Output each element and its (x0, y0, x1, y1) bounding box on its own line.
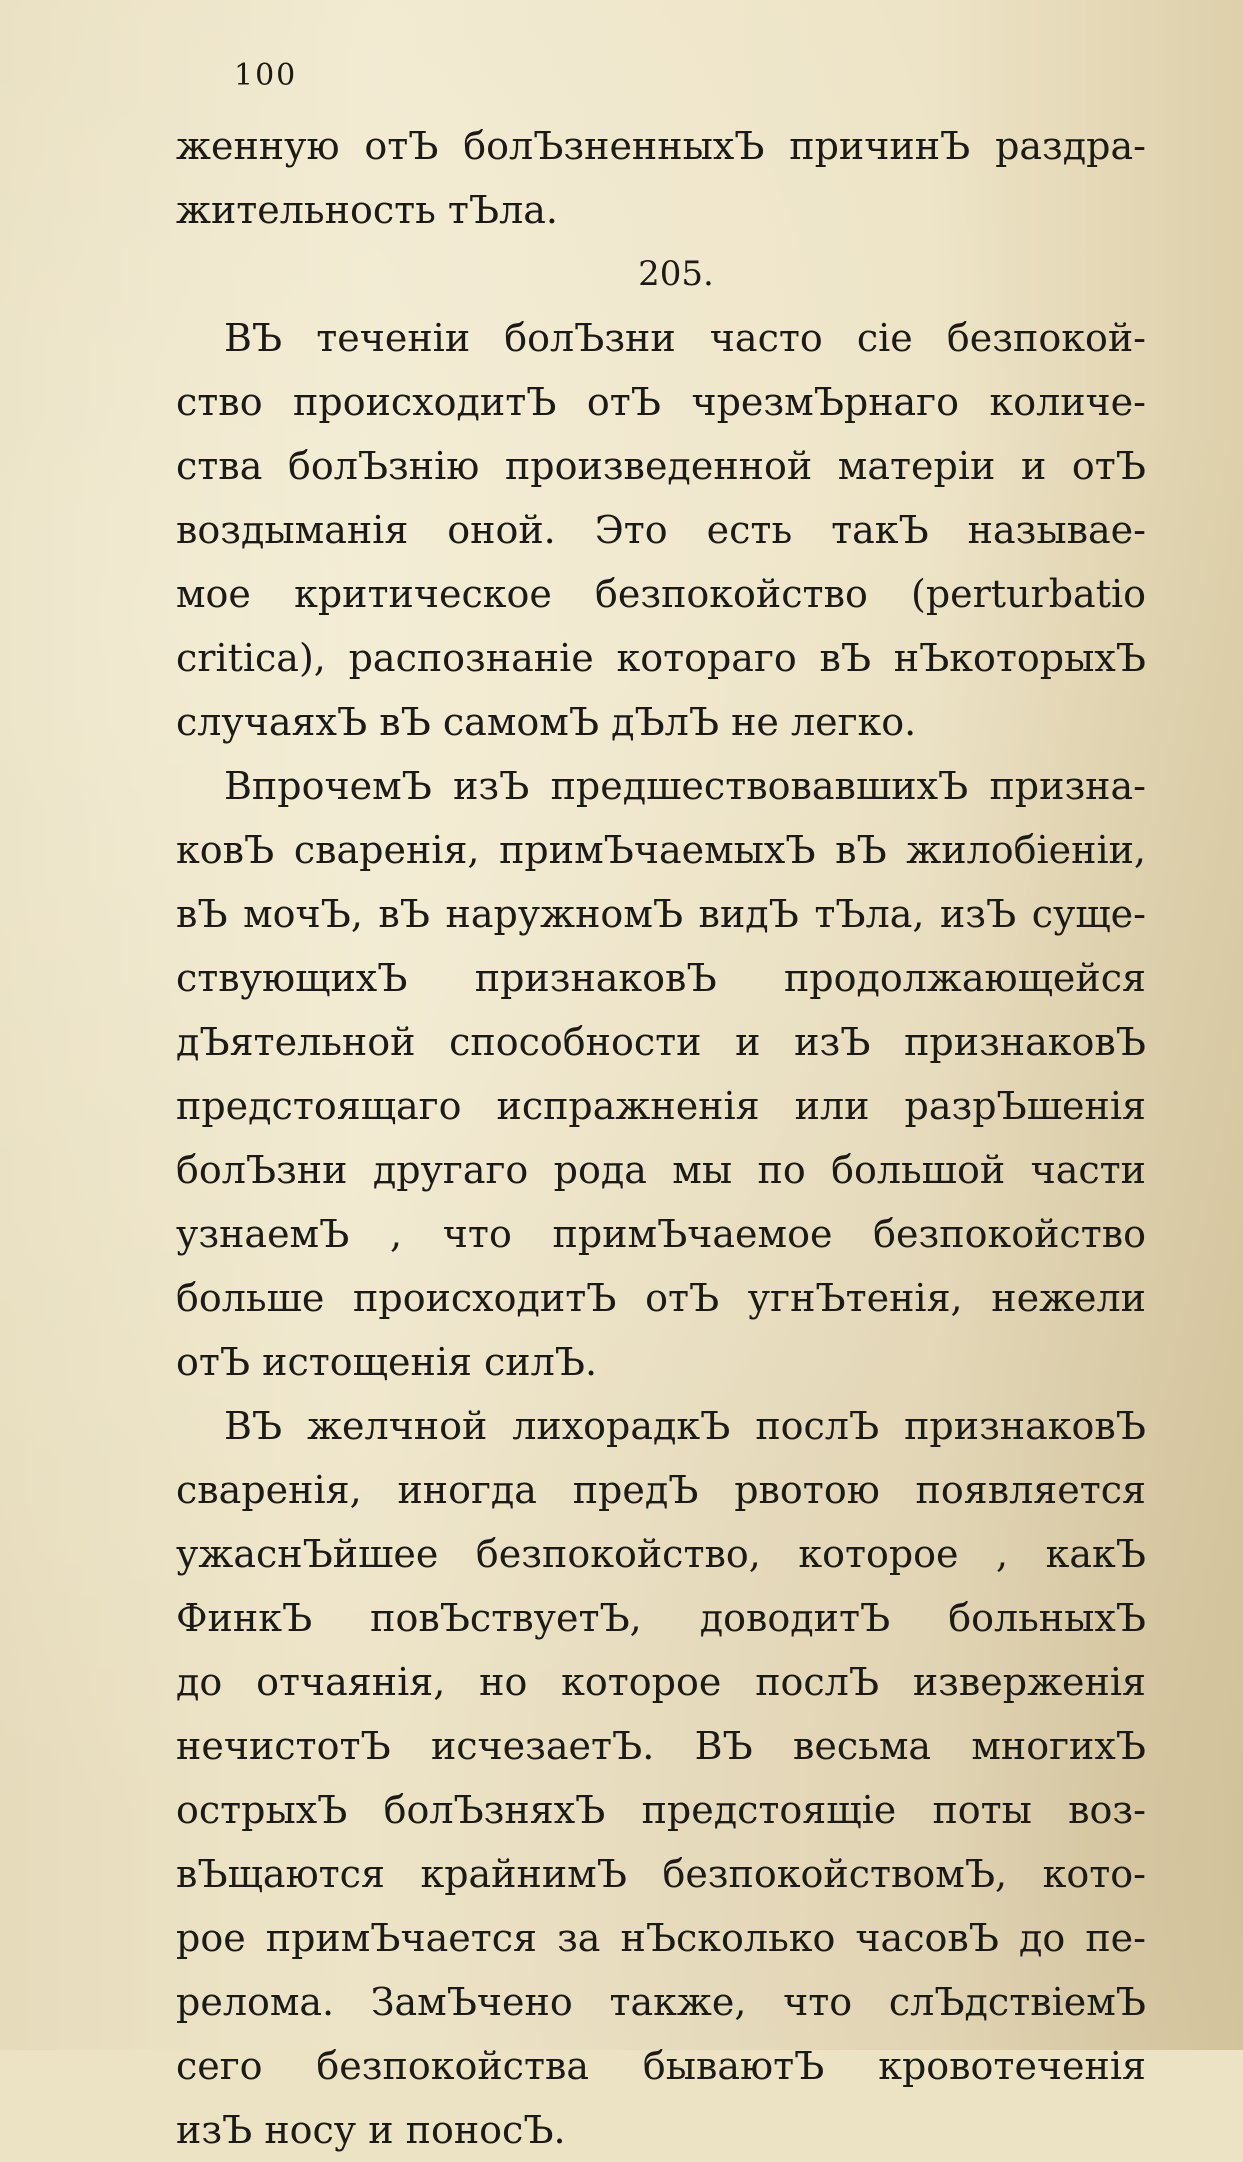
text-line: узнаемЪ , что примЪчаемое безпокойство (176, 1212, 1146, 1256)
text-line: до отчаянія, но которое послЪ изверженія (176, 1660, 1146, 1704)
text-line: вЪщаются крайнимЪ безпокойствомЪ, кото- (176, 1852, 1146, 1896)
text-line: изЪ носу и поносЪ. (176, 2108, 566, 2152)
text-line: отЪ истощенія силЪ. (176, 1340, 598, 1384)
text-line: жительность тЪла. (176, 188, 558, 232)
text-line: женную отЪ болЪзненныхЪ причинЪ раздра- (176, 124, 1146, 168)
text-line: свaренія, иногда предЪ рвотою появляется (176, 1468, 1146, 1512)
text-line: ВЪ теченіи болЪзни часто сіе безпокой- (224, 316, 1146, 360)
text-line: острыхЪ болЪзняхЪ предстоящіе поты воз- (176, 1788, 1146, 1832)
text-line: воздыманія оной. Это есть такЪ называе- (176, 508, 1146, 552)
text-line: случаяхЪ вЪ самомЪ дЪлЪ не легко. (176, 700, 917, 744)
text-line: предстоящаго испражненія или разрЪшенія (176, 1084, 1146, 1128)
text-line: ВЪ желчной лихорадкЪ послЪ признаковЪ (224, 1404, 1146, 1448)
text-line: ства болЪзнію произведенной матеріи и отЪ (176, 444, 1146, 488)
text-line: мое критическое безпокойство (perturbatio (176, 572, 1146, 616)
text-line: сего безпокойства бываютЪ кровотеченія (176, 2044, 1146, 2088)
text-line: нечистотЪ исчезаетЪ. ВЪ весьма многихЪ (176, 1724, 1146, 1768)
text-line: ковЪ свaренія, примЪчаемыхЪ вЪ жилобіеніи, (176, 828, 1146, 872)
text-line: больше происходитЪ отЪ угнЪтенія, нежели (176, 1276, 1146, 1320)
text-line: дЪятельной способности и изЪ признаковЪ (176, 1020, 1146, 1064)
section-number: 205. (638, 254, 714, 294)
text-line: вЪ мочЪ, вЪ наружномЪ видЪ тЪла, изЪ суще- (176, 892, 1146, 936)
page-number: 100 (234, 58, 298, 93)
text-line: рое примЪчается за нЪсколько часовЪ до пе- (176, 1916, 1146, 1960)
text-block (176, 114, 1146, 2162)
text-line: ФинкЪ повЪствуетЪ, доводитЪ больныхЪ (176, 1596, 1146, 1640)
text-line: ужаснЪйшее безпокойство, которое , какЪ (176, 1532, 1146, 1576)
text-line: ствующихЪ признаковЪ продолжающейся (176, 956, 1146, 1000)
text-line: релома. ЗамЪчено также, что слЪдствіемЪ (176, 1980, 1146, 2024)
text-line: болЪзни другаго рода мы по большой части (176, 1148, 1146, 1192)
text-line: ство происходитЪ отЪ чрезмЪрнаго количе- (176, 380, 1146, 424)
text-line: ВпрочемЪ изЪ предшествовавшихЪ призна- (224, 764, 1146, 808)
text-line: critica), распознаніе котораго вЪ нЪкоторыхЪ (176, 636, 1146, 680)
